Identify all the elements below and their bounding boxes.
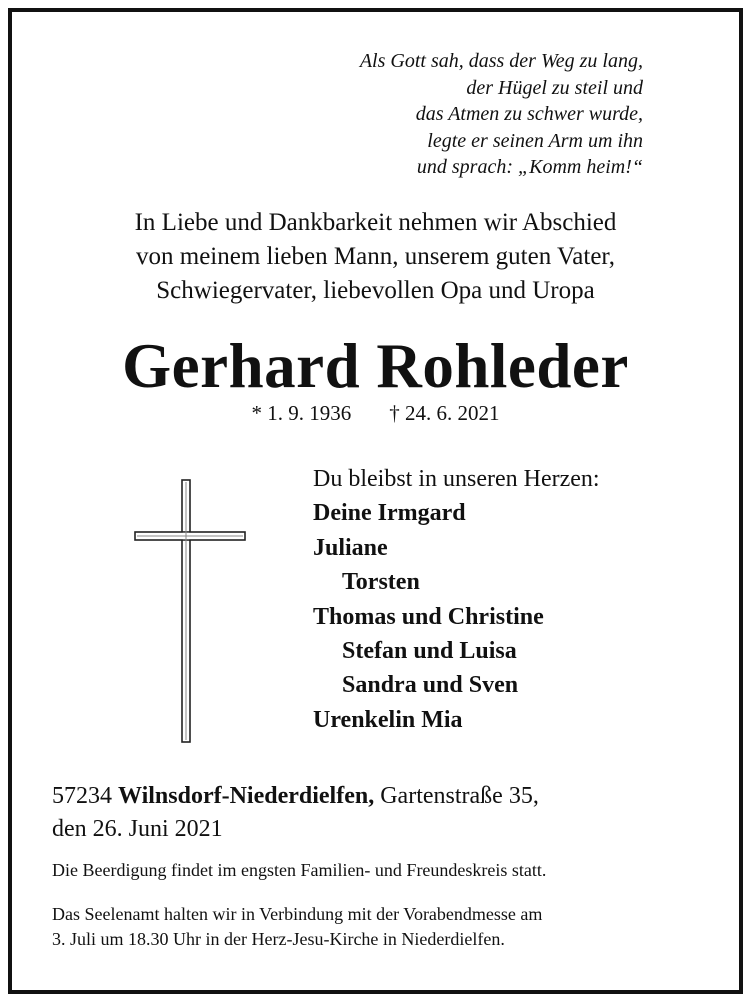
poem-line: das Atmen zu schwer wurde, xyxy=(415,103,643,125)
intro-line: Schwiegervater, liebevollen Opa und Uropa xyxy=(156,277,595,304)
mourner-name: Urenkelin Mia xyxy=(313,706,463,733)
mourner-name: Torsten xyxy=(342,569,420,596)
postcode: 57234 xyxy=(52,783,112,809)
birth-date: * 1. 9. 1936 xyxy=(251,401,352,425)
poem-line: Als Gott sah, dass der Weg zu lang, xyxy=(359,50,643,72)
mass-notice-line: 3. Juli um 18.30 Uhr in der Herz-Jesu-Kirche in Niederdielfen. xyxy=(52,928,505,949)
address-date: den 26. Juni 2021 xyxy=(52,816,223,842)
cross-icon xyxy=(130,478,250,743)
funeral-notice: Die Beerdigung findet im engsten Familien- und Freundeskreis statt. xyxy=(52,860,547,880)
intro-line: In Liebe und Dankbarkeit nehmen wir Abschied xyxy=(134,209,617,236)
poem-line: legte er seinen Arm um ihn xyxy=(427,129,643,152)
deceased-name: Gerhard Rohleder xyxy=(122,331,629,401)
poem-line: der Hügel zu steil und xyxy=(466,76,643,99)
death-date: † 24. 6. 2021 xyxy=(389,401,500,425)
town: Wilnsdorf-Niederdielfen, xyxy=(118,783,375,809)
address-line xyxy=(52,780,539,813)
street: Gartenstraße 35, xyxy=(380,783,539,809)
mourners-lead: Du bleibst in unseren Herzen: xyxy=(313,466,600,492)
address-block xyxy=(52,780,539,846)
mourner-name: Deine Irmgard xyxy=(313,500,466,527)
mass-notice-line: Das Seelenamt halten wir in Verbindung mit der Vorabendmesse am xyxy=(52,904,543,924)
intro-line: von meinem lieben Mann, unserem guten Vater, xyxy=(136,243,615,270)
mourner-name: Juliane xyxy=(313,534,388,561)
mourner-name: Sandra und Sven xyxy=(342,672,519,699)
mourner-name: Thomas und Christine xyxy=(313,603,544,630)
intro-text xyxy=(0,206,751,308)
life-dates xyxy=(0,398,751,428)
mass-notice xyxy=(52,902,732,951)
poem xyxy=(360,48,643,181)
mourners-list xyxy=(313,462,600,737)
poem-line: und sprach: „Komm heim!“ xyxy=(416,156,643,178)
mourner-name: Stefan und Luisa xyxy=(342,638,517,665)
